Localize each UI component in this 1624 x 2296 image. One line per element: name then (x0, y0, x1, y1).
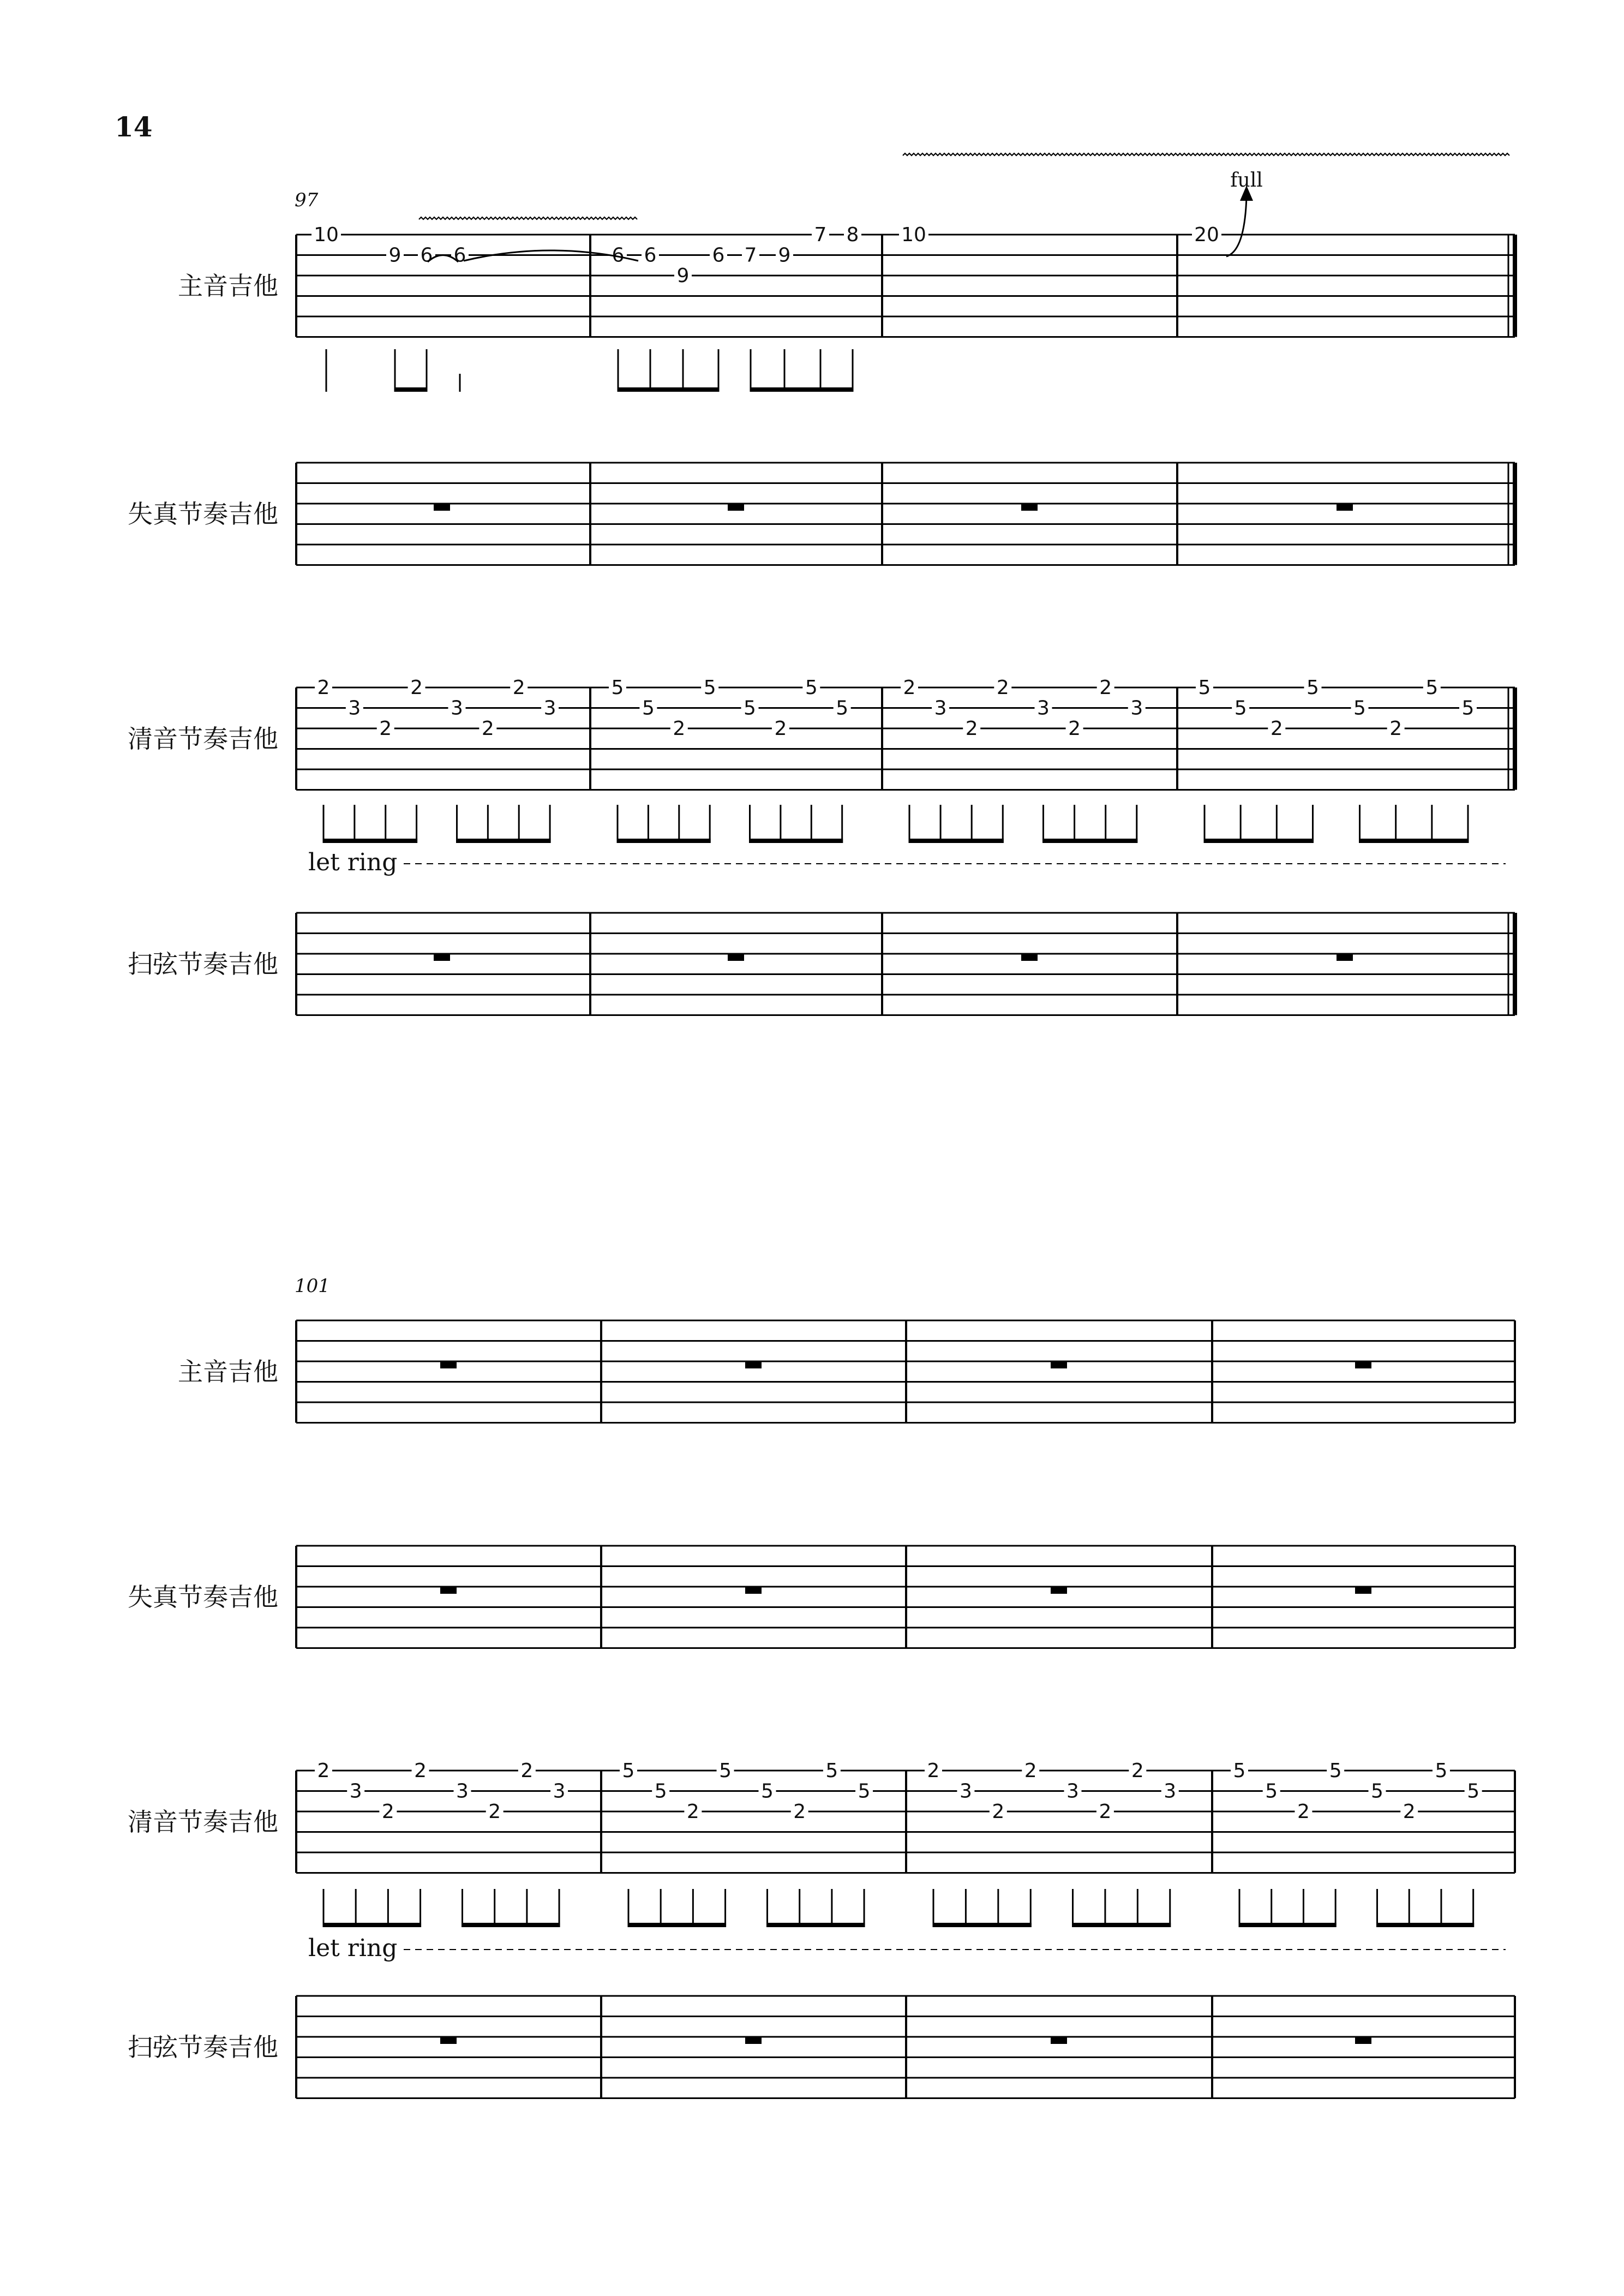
beam (933, 1923, 1032, 1927)
fret-number: 3 (553, 1780, 566, 1803)
fret-number: 2 (414, 1760, 427, 1782)
beam (323, 1923, 422, 1927)
beam (1376, 1923, 1474, 1927)
fret-number: 9 (778, 244, 791, 267)
fret-number: 2 (1403, 1801, 1416, 1823)
whole-rest (1021, 953, 1038, 961)
vibrato-line (419, 217, 637, 219)
whole-rest (440, 1586, 457, 1594)
whole-rest (1051, 1361, 1067, 1368)
fret-number: 5 (744, 697, 756, 720)
fret-number: 2 (1297, 1801, 1310, 1823)
whole-rest (1355, 2036, 1371, 2044)
fret-number: 2 (1131, 1760, 1144, 1782)
beam (628, 1923, 727, 1927)
fret-number: 5 (1265, 1780, 1278, 1803)
instrument-label: 清音节奏吉他 (128, 724, 278, 754)
whole-rest (440, 2036, 457, 2044)
fret-number: 5 (858, 1780, 871, 1803)
whole-rest (434, 953, 450, 961)
fret-number: 5 (1307, 677, 1319, 699)
fret-number: 2 (520, 1760, 534, 1782)
fret-number: 2 (992, 1801, 1005, 1823)
beam (1359, 839, 1469, 843)
fret-number: 2 (512, 677, 525, 699)
whole-rest (1021, 503, 1038, 511)
fret-number: 3 (1037, 697, 1050, 720)
fret-number: 9 (388, 244, 401, 267)
instrument-label: 失真节奏吉他 (128, 1582, 278, 1612)
beam (323, 839, 418, 843)
fret-number: 6 (644, 244, 657, 267)
beam (394, 387, 428, 392)
fret-number: 6 (420, 244, 433, 267)
whole-rest (745, 1586, 762, 1594)
fret-number: 5 (622, 1760, 635, 1782)
fret-number: 5 (1233, 1760, 1246, 1782)
fret-number: 5 (1353, 697, 1366, 720)
fret-number: 5 (642, 697, 655, 720)
systems (128, 153, 1515, 2098)
fret-number: 2 (686, 1801, 699, 1823)
fret-number: 10 (901, 224, 926, 246)
fret-number: 2 (1068, 717, 1081, 740)
beam (750, 387, 854, 392)
fret-number: 5 (825, 1760, 838, 1782)
fret-number: 2 (903, 677, 916, 699)
fret-number: 2 (927, 1760, 940, 1782)
fret-number: 5 (1461, 697, 1475, 720)
fret-number: 5 (1435, 1760, 1448, 1782)
fret-number: 5 (836, 697, 849, 720)
fret-number: 2 (1099, 1801, 1112, 1823)
fret-number: 6 (612, 244, 625, 267)
fret-number: 5 (1329, 1760, 1342, 1782)
fret-number: 2 (379, 717, 392, 740)
instrument-label: 扫弦节奏吉他 (128, 2032, 278, 2062)
fret-number: 3 (959, 1780, 972, 1803)
whole-rest (728, 503, 744, 511)
whole-rest (1355, 1361, 1371, 1368)
fret-number: 3 (1130, 697, 1143, 720)
fret-number: 8 (846, 224, 859, 246)
page-number: 14 (115, 111, 153, 143)
bend-curve (1226, 196, 1247, 256)
whole-rest (1337, 503, 1353, 511)
fret-number: 3 (934, 697, 947, 720)
fret-number: 5 (1198, 677, 1211, 699)
whole-rest (728, 953, 744, 961)
fret-number: 2 (793, 1801, 806, 1823)
bend-label: full (1230, 169, 1263, 192)
whole-rest (745, 2036, 762, 2044)
fret-number: 3 (349, 1780, 362, 1803)
fret-number: 3 (1164, 1780, 1177, 1803)
fret-number: 5 (1234, 697, 1247, 720)
fret-number: 2 (1024, 1760, 1037, 1782)
fret-number: 2 (996, 677, 1009, 699)
beam (618, 387, 720, 392)
beam (1042, 839, 1137, 843)
fret-number: 2 (481, 717, 494, 740)
beam (462, 1923, 560, 1927)
fret-number: 6 (712, 244, 725, 267)
fret-number: 2 (1270, 717, 1283, 740)
whole-rest (1355, 1586, 1371, 1594)
fret-number: 2 (410, 677, 423, 699)
fret-number: 7 (744, 244, 757, 267)
whole-rest (440, 1361, 457, 1368)
beam (1072, 1923, 1171, 1927)
fret-number: 2 (673, 717, 686, 740)
fret-number: 5 (1467, 1780, 1480, 1803)
fret-number: 5 (1425, 677, 1439, 699)
fret-number: 3 (543, 697, 556, 720)
beam (749, 839, 843, 843)
fret-number: 2 (774, 717, 787, 740)
fret-number: 2 (1099, 677, 1112, 699)
whole-rest (1051, 1586, 1067, 1594)
fret-number: 6 (453, 244, 466, 267)
fret-number: 5 (719, 1760, 732, 1782)
fret-number: 2 (317, 677, 330, 699)
whole-rest (1337, 953, 1353, 961)
system-2 (128, 1275, 1515, 2098)
fret-number: 3 (456, 1780, 469, 1803)
fret-number: 3 (348, 697, 361, 720)
instrument-label: 失真节奏吉他 (128, 499, 278, 529)
system-1 (128, 153, 1515, 1015)
fret-number: 5 (703, 677, 716, 699)
measure-number: 101 (295, 1275, 330, 1297)
beam (617, 839, 711, 843)
fret-number: 2 (381, 1801, 394, 1823)
fret-number: 5 (761, 1780, 774, 1803)
let-ring-label: let ring (308, 848, 398, 876)
whole-rest (1051, 2036, 1067, 2044)
fret-number: 3 (1066, 1780, 1079, 1803)
instrument-label: 主音吉他 (178, 1356, 278, 1386)
beam (909, 839, 1004, 843)
fret-number: 20 (1194, 224, 1219, 246)
fret-number: 5 (805, 677, 818, 699)
beam (456, 839, 551, 843)
whole-rest (434, 503, 450, 511)
instrument-label: 扫弦节奏吉他 (128, 949, 278, 979)
fret-number: 5 (654, 1780, 667, 1803)
let-ring-label: let ring (308, 1934, 398, 1962)
beam (766, 1923, 865, 1927)
vibrato-line (903, 153, 1509, 156)
fret-number: 2 (488, 1801, 501, 1823)
fret-number: 10 (314, 224, 339, 246)
fret-number: 9 (676, 265, 690, 287)
fret-number: 5 (611, 677, 624, 699)
fret-number: 3 (451, 697, 463, 720)
fret-number: 5 (1371, 1780, 1383, 1803)
beam (1204, 839, 1314, 843)
measure-number: 97 (295, 189, 319, 211)
whole-rest (745, 1361, 762, 1368)
instrument-label: 清音节奏吉他 (128, 1807, 278, 1837)
beam (1239, 1923, 1337, 1927)
fret-number: 7 (814, 224, 827, 246)
fret-number: 2 (965, 717, 978, 740)
fret-number: 2 (317, 1760, 330, 1782)
instrument-label: 主音吉他 (178, 271, 278, 301)
fret-number: 2 (1389, 717, 1403, 740)
